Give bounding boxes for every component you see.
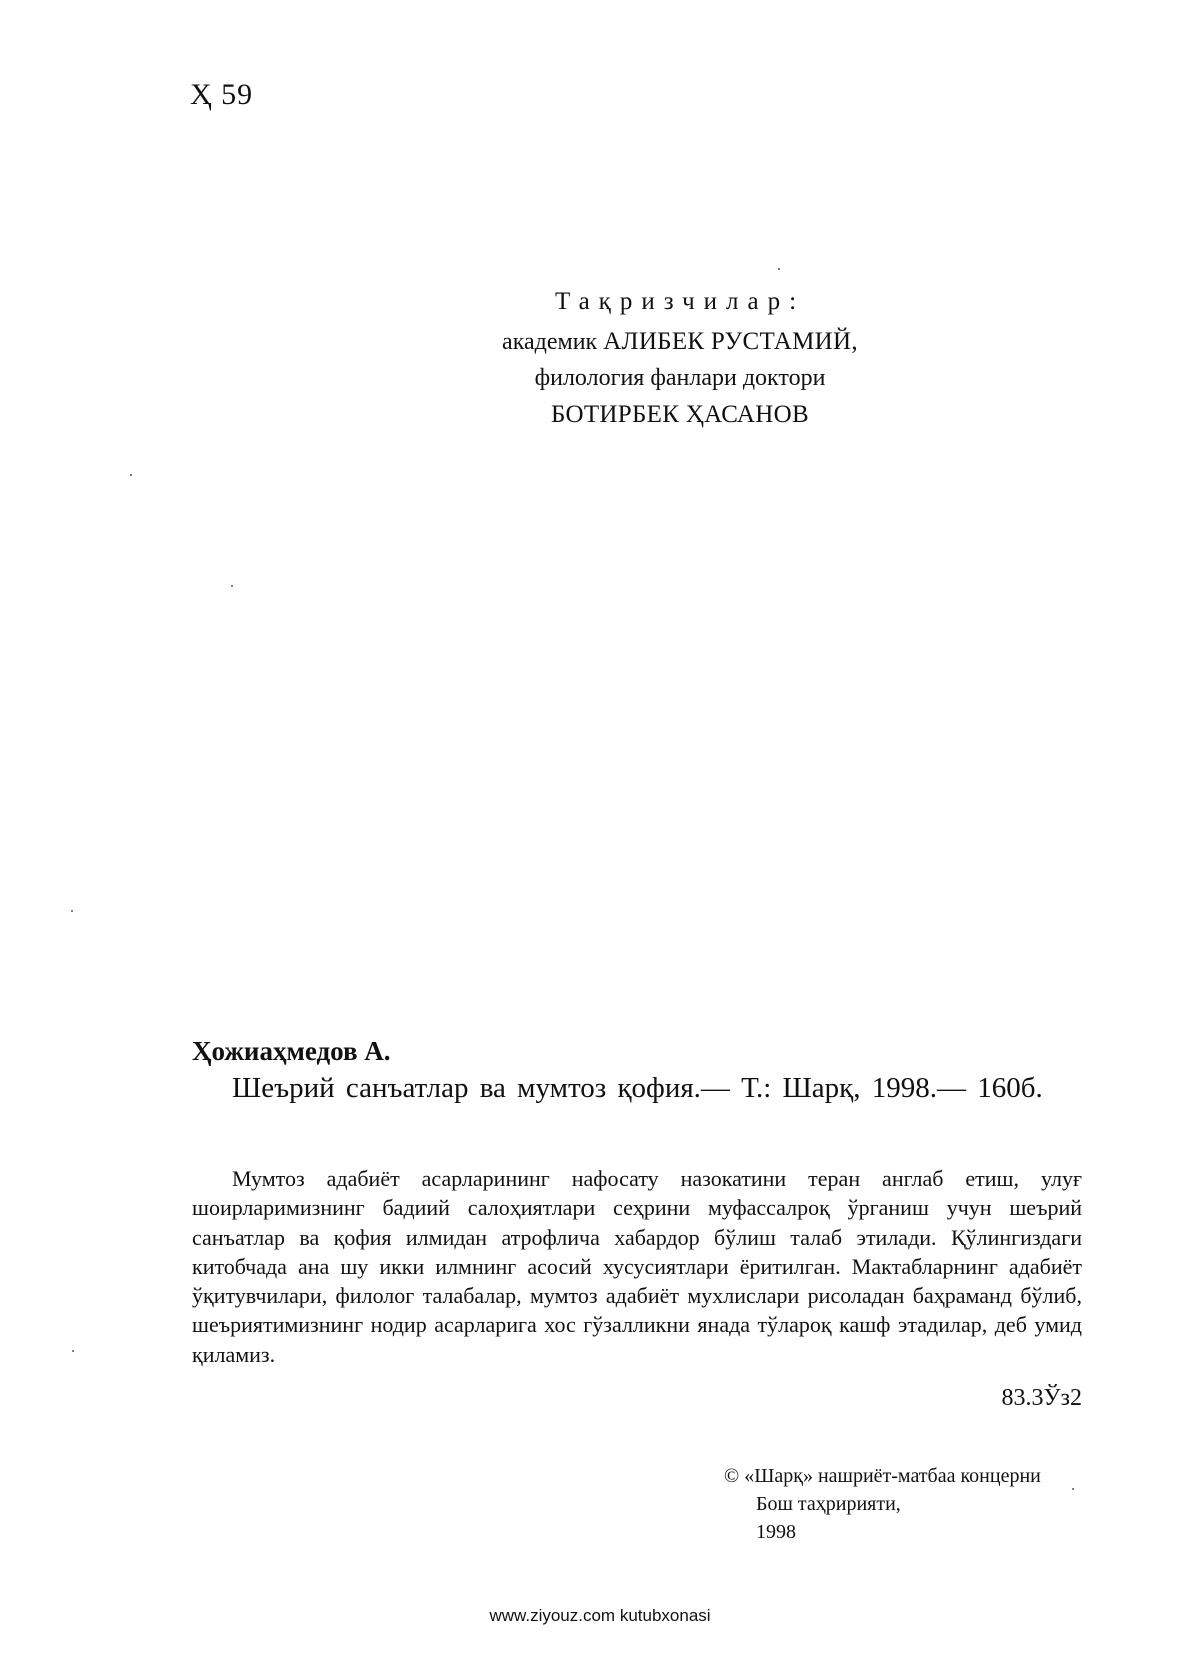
copyright-editorial: Бош таҳририяти, (756, 1493, 901, 1515)
reviewer-2-title: филология фанлари доктори (534, 365, 826, 391)
copyright-block (724, 1462, 1041, 1546)
reviewers-heading: Тақризчилар: (554, 288, 806, 315)
scan-speck (130, 474, 132, 476)
reviewers-block (300, 283, 1060, 434)
reviewer-1-title: академик (502, 328, 598, 355)
scan-speck (1072, 1488, 1074, 1490)
scan-speck (778, 268, 780, 270)
footer-watermark: www.ziyouz.com kutubxonasi (489, 1606, 711, 1625)
reviewer-1-name: АЛИБЕК РУСТАМИЙ, (603, 327, 858, 355)
classification-code: 83.3Ўз2 (1001, 1385, 1082, 1411)
bibliographic-entry (192, 1036, 1082, 1106)
reviewer-2-name: БОТИРБЕК ҲАСАНОВ (551, 401, 809, 428)
reviewer-1 (300, 323, 1060, 361)
copyright-year: 1998 (756, 1521, 796, 1543)
copyright-publisher: © «Шарқ» нашриёт-матбаа концерни (724, 1465, 1041, 1487)
author-name: Ҳожиаҳмедов А. (192, 1036, 391, 1066)
annotation-paragraph: Мумтоз адабиёт асарларининг нафосату назокатини теран англаб етиш, улуғ шоирларимизнинг бадиий салоҳиятлари сеҳрини муфассалроқ ўрганиш учун шеърий санъатлар ва қофия илмидан атрофлича хабардор бўлиш талаб этилади. Қўлингиздаги китобчада ана шу икки илмнинг асосий хусусиятлари ёритилган. Мактабларнинг адабиёт ўқитувчилари, филолог талабалар, мумтоз адабиёт мухлислари рисоладан баҳраманд бўлиб, шеъриятимизнинг нодир асарларига хос гўзалликни янада тўлароқ кашф этадилар, деб умид қиламиз. (192, 1166, 1082, 1367)
book-title-line: Шеърий санъатлар ва мумтоз қофия.— Т.: Шарқ, 1998.— 160б. (232, 1072, 1043, 1104)
scan-speck (71, 910, 73, 912)
catalog-code: Ҳ 59 (190, 78, 254, 111)
scan-speck (231, 585, 233, 587)
scan-speck (72, 1350, 74, 1352)
